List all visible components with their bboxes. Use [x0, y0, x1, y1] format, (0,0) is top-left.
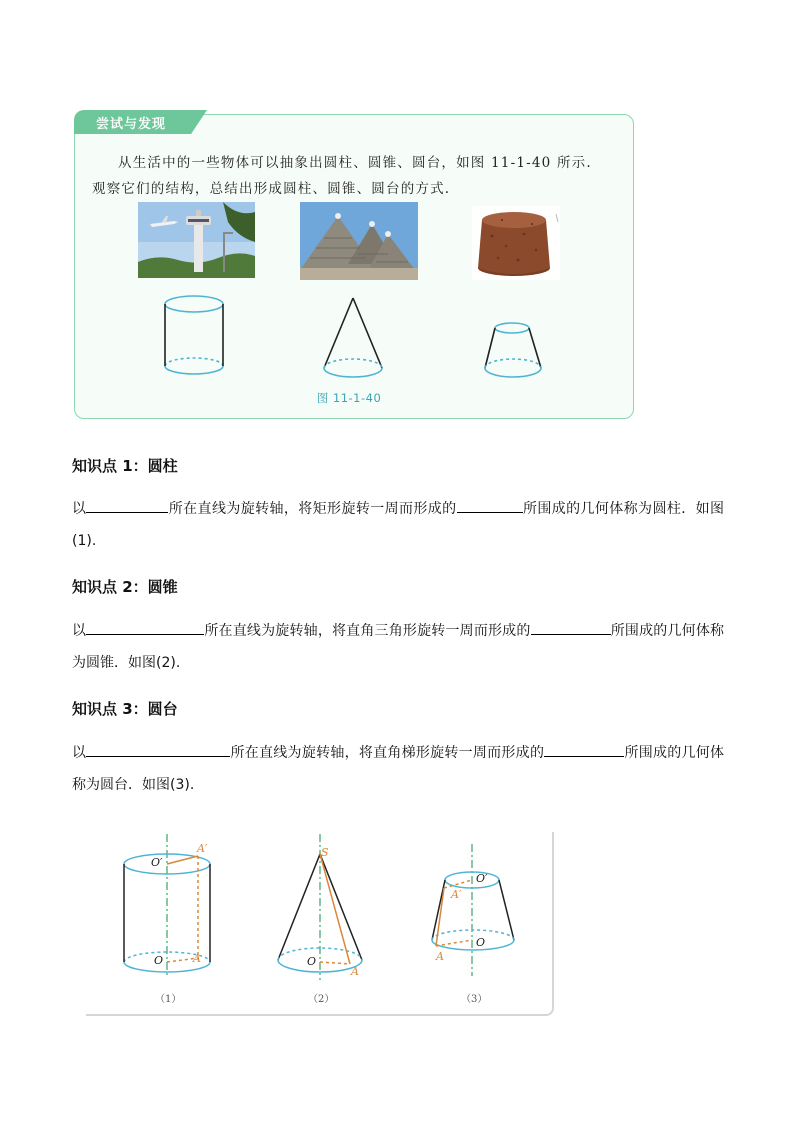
label-cyl-bottom-center: O — [154, 954, 164, 967]
label-sub-2: （2） — [308, 994, 335, 1005]
frustum-diagram — [432, 844, 514, 976]
label-frustum-top-center: O′ — [476, 872, 488, 885]
knowledge-point-1-heading: 知识点 1：圆柱 — [72, 457, 178, 475]
knowledge-point-3-heading: 知识点 3：圆台 — [72, 700, 178, 718]
blank-3a[interactable] — [86, 740, 230, 757]
blank-2b[interactable] — [531, 618, 611, 635]
label-cone-center: O — [307, 955, 317, 968]
photo-cone-roofs — [300, 202, 418, 280]
photo-control-tower — [138, 202, 255, 278]
label-cyl-top-center: O′ — [151, 856, 163, 869]
blank-1b[interactable] — [457, 496, 523, 513]
label-frustum-bottom-center: O — [476, 936, 486, 949]
figure-caption: 图 11-1-40 — [316, 391, 382, 405]
blank-1a[interactable] — [86, 496, 168, 513]
label-cyl-bottom-point: A — [193, 952, 201, 965]
intro-paragraph: 从生活中的一些物体可以抽象出圆柱、圆锥、圆台，如图 11-1-40 所示. 观察它们的结构，总结出形成圆柱、圆锥、圆台的方式. — [92, 155, 592, 197]
cone-outline — [324, 298, 382, 377]
label-sub-1: （1） — [155, 994, 182, 1005]
knowledge-point-2-heading: 知识点 2：圆锥 — [72, 578, 178, 596]
blank-3b[interactable] — [544, 740, 624, 757]
photo-cork — [472, 206, 560, 280]
cylinder-outline — [165, 296, 223, 374]
cone-diagram — [278, 834, 362, 980]
knowledge-point-2-text: 以 所在直线为旋转轴，将直角三角形旋转一周而形成的 所围成的几何体称为圆锥．如图(2). — [72, 615, 724, 679]
label-sub-3: （3） — [461, 994, 488, 1005]
knowledge-point-3-text: 以 所在直线为旋转轴，将直角梯形旋转一周而形成的 所围成的几何体称为圆台．如图(3). — [72, 737, 724, 801]
abstract-shapes-row — [150, 290, 550, 385]
label-frustum-top-point: A′ — [451, 888, 462, 901]
label-cone-point: A — [351, 965, 359, 978]
blank-2a[interactable] — [86, 618, 204, 635]
label-cyl-top-point: A′ — [197, 842, 208, 855]
label-frustum-bottom-point: A — [436, 950, 444, 963]
rotation-diagrams — [100, 830, 540, 1010]
frustum-outline — [485, 323, 541, 377]
label-cone-apex: S — [321, 846, 329, 859]
try-discover-tab-label: 尝试与发现 — [96, 117, 167, 132]
knowledge-point-1-text: 以 所在直线为旋转轴，将矩形旋转一周而形成的 所围成的几何体称为圆柱．如图(1). — [72, 493, 724, 557]
